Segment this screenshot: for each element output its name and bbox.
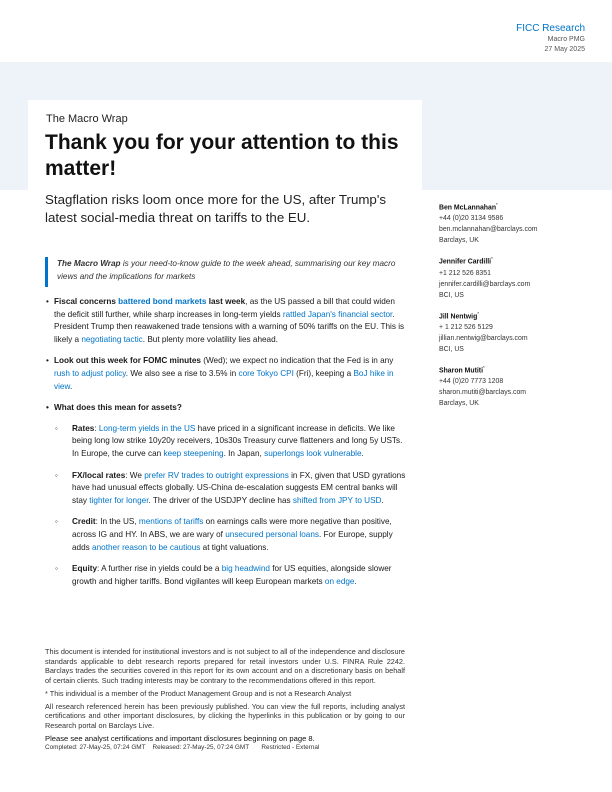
analyst-name-text: Jennifer Cardilli [439, 258, 492, 266]
analyst-name-text: Jill Nentwig [439, 312, 478, 320]
analyst-phone[interactable]: +1 212 526 8351 [439, 269, 491, 277]
sub-text: . For Europe, supply adds [72, 529, 393, 552]
analyst-name [439, 253, 589, 267]
link-long-term-yields[interactable]: Long-term yields in the US [98, 423, 196, 433]
sub-bullet-credit [55, 516, 408, 554]
research-unit: FICC Research [516, 23, 585, 34]
analyst-email[interactable]: sharon.mutiti@barclays.com [439, 389, 527, 397]
bullet-text: . President Trump then reawakened trade tensions with a warning of 50% tariffs on the EU. This is likely a [54, 309, 405, 344]
subheadline: Stagflation risks loom once more for the US, after Trump's latest social-media threat on tariffs to the EU. [45, 192, 387, 225]
sub-text: at tight valuations. [200, 542, 269, 552]
sub-label: Credit [72, 517, 96, 527]
pmg-marker: * [483, 364, 485, 370]
analyst-phone[interactable]: + 1 212 526 5129 [439, 323, 493, 331]
sub-text: in FX, given that USD gyrations have had unusual effects globally. US-China de-escalation suggests EM central banks will stay [72, 470, 406, 505]
link-boj-hike[interactable]: BoJ hike in view [54, 368, 394, 391]
link-rush-to-adjust-policy[interactable]: rush to adjust policy [54, 368, 126, 378]
analyst-email[interactable]: ben.mclannahan@barclays.com [439, 226, 538, 234]
bullet-lead: Look out this week for FOMC minutes [54, 356, 201, 366]
sub-text: have priced in a significant increase in deficits. We like being long low strike 10y20y receivers, 10s30s Treasury curve flatteners and long 5y USTs. In Europe, the curve can [72, 423, 403, 458]
link-core-tokyo-cpi[interactable]: core Tokyo CPI [238, 368, 294, 378]
sub-text: . In Japan, [223, 448, 265, 458]
sub-text: : In the US, [95, 517, 139, 527]
analyst-sidebar [439, 199, 589, 416]
series-name: The Macro Wrap [46, 113, 128, 125]
bullet-text: last week [208, 297, 246, 306]
pmg-marker: * [491, 256, 493, 262]
sub-text: . [381, 495, 384, 505]
analyst-name [439, 308, 589, 322]
sub-text: : [94, 423, 99, 433]
desk-name: Macro PMG [547, 36, 585, 43]
sub-text: for US equities, alongside slower growth and higher tariffs. Bond vigilantes will keep European markets [72, 564, 392, 586]
analyst-email[interactable]: jillian.nentwig@barclays.com [439, 334, 528, 342]
link-unsecured-personal-loans[interactable]: unsecured personal loans [225, 529, 319, 539]
analyst-name-text: Ben McLannahan [439, 204, 497, 212]
page-title: Thank you for your attention to this matter! [45, 131, 399, 180]
link-keep-steepening[interactable]: keep steepening [163, 448, 224, 458]
analyst-card [439, 199, 589, 246]
analyst-email[interactable]: jennifer.cardilli@barclays.com [439, 280, 531, 288]
sub-bullet-equity [55, 563, 408, 588]
link-big-headwind[interactable]: big headwind [221, 564, 270, 574]
bullet-text: . We also see a rise to 3.5% in [125, 368, 239, 378]
sub-text: : A further rise in yields could be a [97, 564, 222, 574]
article-body [46, 296, 408, 588]
bullet-text: (Wed); we expect no indication that the Fed is in any [200, 356, 394, 366]
disclaimer-research-note: All research referenced herein has been previously published. You can view the full reports, including analyst certifications and other important disclosures, by clicking the hyperlinks in this publication or by going to our Research portal on Barclays Live. [45, 701, 405, 730]
sub-bullet-rates [55, 423, 408, 461]
analyst-name [439, 362, 589, 376]
link-negotiating-tactic[interactable]: negotiating tactic [81, 334, 143, 344]
disclosures-pointer: Please see analyst certifications and important disclosures beginning on page 8. [45, 733, 315, 743]
link-superlongs-vulnerable[interactable]: superlongs look vulnerable [264, 448, 362, 458]
link-shifted-jpy-usd[interactable]: shifted from JPY to USD [292, 495, 382, 505]
disclaimer [45, 647, 405, 756]
disclaimer-intro: This document is intended for institutional investors and is not subject to all of the independence and disclosure standards applicable to debt research reports prepared for retail investors under U.S. FINRA Rule 2242. Barclays trades the securities covered in this report for its own account and on a discretionary basis on behalf of certain clients. Such trading interests may be contrary to the recommendations offered in this report. [45, 647, 405, 686]
intro-callout [45, 257, 403, 287]
analyst-card [439, 308, 589, 355]
analyst-entity: Barclays, UK [439, 400, 479, 408]
release-metadata: Completed: 27-May-25, 07:24 GMT Released: 27-May-25, 07:24 GMT Restricted - External [45, 744, 320, 752]
bullet-fomc [46, 355, 408, 393]
link-mentions-of-tariffs[interactable]: mentions of tariffs [138, 517, 204, 527]
sub-bullet-fx [55, 470, 408, 508]
bullet-fiscal [46, 296, 408, 346]
intro-text: is your need-to-know guide to the week ahead, summarising our key macro views and the implications for markets [57, 259, 396, 281]
sub-text: . [361, 448, 364, 458]
pmg-marker: * [477, 310, 480, 316]
analyst-entity: BCI, US [439, 291, 464, 299]
sub-text: . The driver of the USDJPY decline has [148, 495, 293, 505]
analyst-phone[interactable]: +44 (0)20 3134 9586 [439, 215, 504, 223]
sub-label: Rates [72, 423, 95, 433]
sub-label: Equity [72, 564, 98, 574]
intro-bold: The Macro Wrap [57, 259, 121, 268]
analyst-entity: BCI, US [439, 345, 464, 353]
analyst-card [439, 362, 589, 409]
sub-label: FX/local rates [72, 470, 126, 480]
analyst-name-text: Sharon Mutiti [439, 367, 484, 375]
sub-text: on earnings calls were more negative than positive, across IG and HY. In ABS, we are wary of [72, 517, 392, 539]
link-on-edge[interactable]: on edge [324, 576, 355, 586]
sub-text: . [354, 576, 357, 586]
bullet-text: (Fri), keeping a [293, 368, 354, 378]
bullet-text: . But plenty more volatility lies ahead. [142, 334, 278, 344]
link-battered-bond-markets[interactable]: battered bond markets [118, 297, 207, 306]
link-prefer-rv-trades[interactable]: prefer RV trades to outright expressions [144, 470, 289, 480]
analyst-entity: Barclays, UK [439, 237, 479, 245]
link-reason-to-be-cautious[interactable]: another reason to be cautious [92, 542, 201, 552]
analyst-name [439, 199, 589, 213]
link-tighter-for-longer[interactable]: tighter for longer [89, 495, 149, 505]
link-japan-financial-sector[interactable]: rattled Japan's financial sector [282, 309, 393, 319]
analyst-phone[interactable]: +44 (0)20 7773 1208 [439, 378, 504, 386]
report-date: 27 May 2025 [544, 46, 585, 53]
bullet-text: , as the US passed a bill that could widen the deficit still further, while sharp increases in long-term yields [54, 297, 395, 319]
report-header [516, 23, 585, 55]
pmg-marker: * [496, 202, 498, 207]
bullet-lead: Fiscal concerns [54, 297, 116, 306]
bullet-assets: • What does this mean for assets? [46, 402, 408, 415]
analyst-card [439, 253, 589, 300]
bullet-text: . [69, 381, 73, 391]
disclaimer-pmg-note: * This individual is a member of the Product Management Group and is not a Research Analyst [45, 688, 352, 698]
sub-text: : We [125, 470, 145, 480]
